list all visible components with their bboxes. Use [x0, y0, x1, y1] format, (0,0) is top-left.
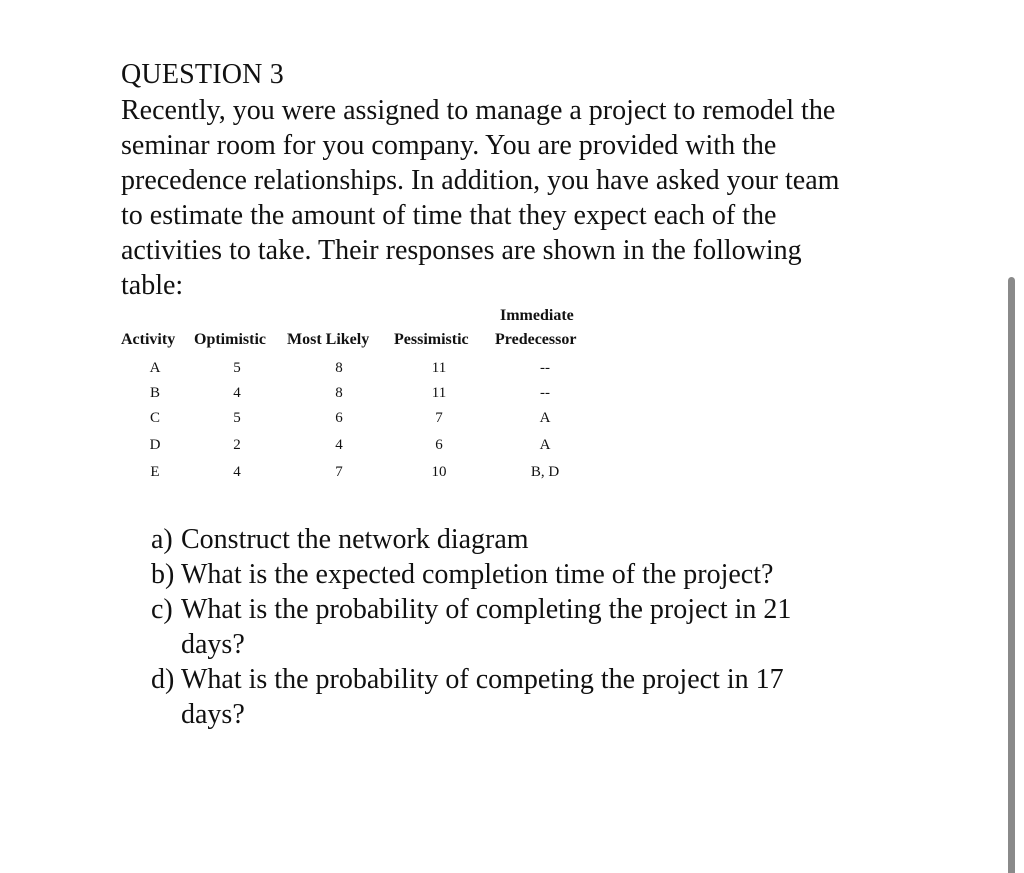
intro-line: activities to take. Their responses are shown in the following	[121, 235, 802, 266]
cell-optimistic: 2	[233, 437, 241, 453]
cell-activity: A	[149, 360, 161, 376]
intro-line: to estimate the amount of time that they expect each of the	[121, 200, 777, 231]
sub-question-label: c)	[151, 594, 173, 625]
cell-predecessor: A	[539, 437, 551, 453]
cell-pessimistic: 6	[435, 437, 443, 453]
cell-activity: B	[149, 385, 161, 401]
vertical-scrollbar[interactable]	[1008, 277, 1015, 873]
header-activity: Activity	[121, 331, 176, 348]
cell-predecessor: --	[540, 385, 550, 401]
cell-optimistic: 5	[233, 410, 241, 426]
cell-pessimistic: 11	[431, 385, 447, 401]
cell-most-likely: 8	[335, 385, 343, 401]
question-intro	[121, 93, 921, 303]
sub-question-text: What is the expected completion time of the project?	[181, 559, 774, 590]
header-pessimistic: Pessimistic	[394, 331, 469, 348]
cell-pessimistic: 7	[435, 410, 443, 426]
sub-questions	[151, 522, 911, 732]
intro-line: Recently, you were assigned to manage a project to remodel the	[121, 95, 836, 126]
sub-question-c	[151, 592, 911, 662]
intro-line: precedence relationships. In addition, you have asked your team	[121, 165, 840, 196]
sub-question-text: What is the probability of competing the project in 17	[181, 664, 784, 695]
cell-optimistic: 5	[233, 360, 241, 376]
sub-question-a	[151, 522, 911, 557]
sub-question-text: What is the probability of completing the project in 21	[181, 594, 792, 625]
cell-most-likely: 7	[335, 464, 343, 480]
cell-activity: E	[150, 464, 160, 480]
cell-pessimistic: 11	[431, 360, 447, 376]
sub-question-label: a)	[151, 524, 173, 555]
cell-most-likely: 4	[335, 437, 343, 453]
cell-most-likely: 8	[335, 360, 343, 376]
sub-question-d	[151, 662, 911, 732]
cell-predecessor: A	[539, 410, 551, 426]
cell-optimistic: 4	[233, 464, 241, 480]
cell-optimistic: 4	[233, 385, 241, 401]
intro-line: seminar room for you company. You are provided with the	[121, 130, 777, 161]
sub-question-text: days?	[181, 699, 245, 730]
cell-pessimistic: 10	[431, 464, 447, 480]
sub-question-text: Construct the network diagram	[181, 524, 529, 555]
sub-question-label: d)	[151, 664, 175, 695]
question-title: QUESTION 3	[121, 59, 284, 90]
header-predecessor: Predecessor	[495, 331, 577, 348]
header-immediate: Immediate	[500, 307, 574, 324]
cell-activity: C	[149, 410, 161, 426]
cell-predecessor: B, D	[530, 464, 560, 480]
header-optimistic: Optimistic	[194, 331, 266, 348]
intro-line: table:	[121, 270, 184, 301]
cell-predecessor: --	[540, 360, 550, 376]
sub-question-text: days?	[181, 629, 245, 660]
cell-most-likely: 6	[335, 410, 343, 426]
header-most-likely: Most Likely	[287, 331, 370, 348]
sub-question-b	[151, 557, 911, 592]
sub-question-label: b)	[151, 559, 175, 590]
cell-activity: D	[149, 437, 161, 453]
